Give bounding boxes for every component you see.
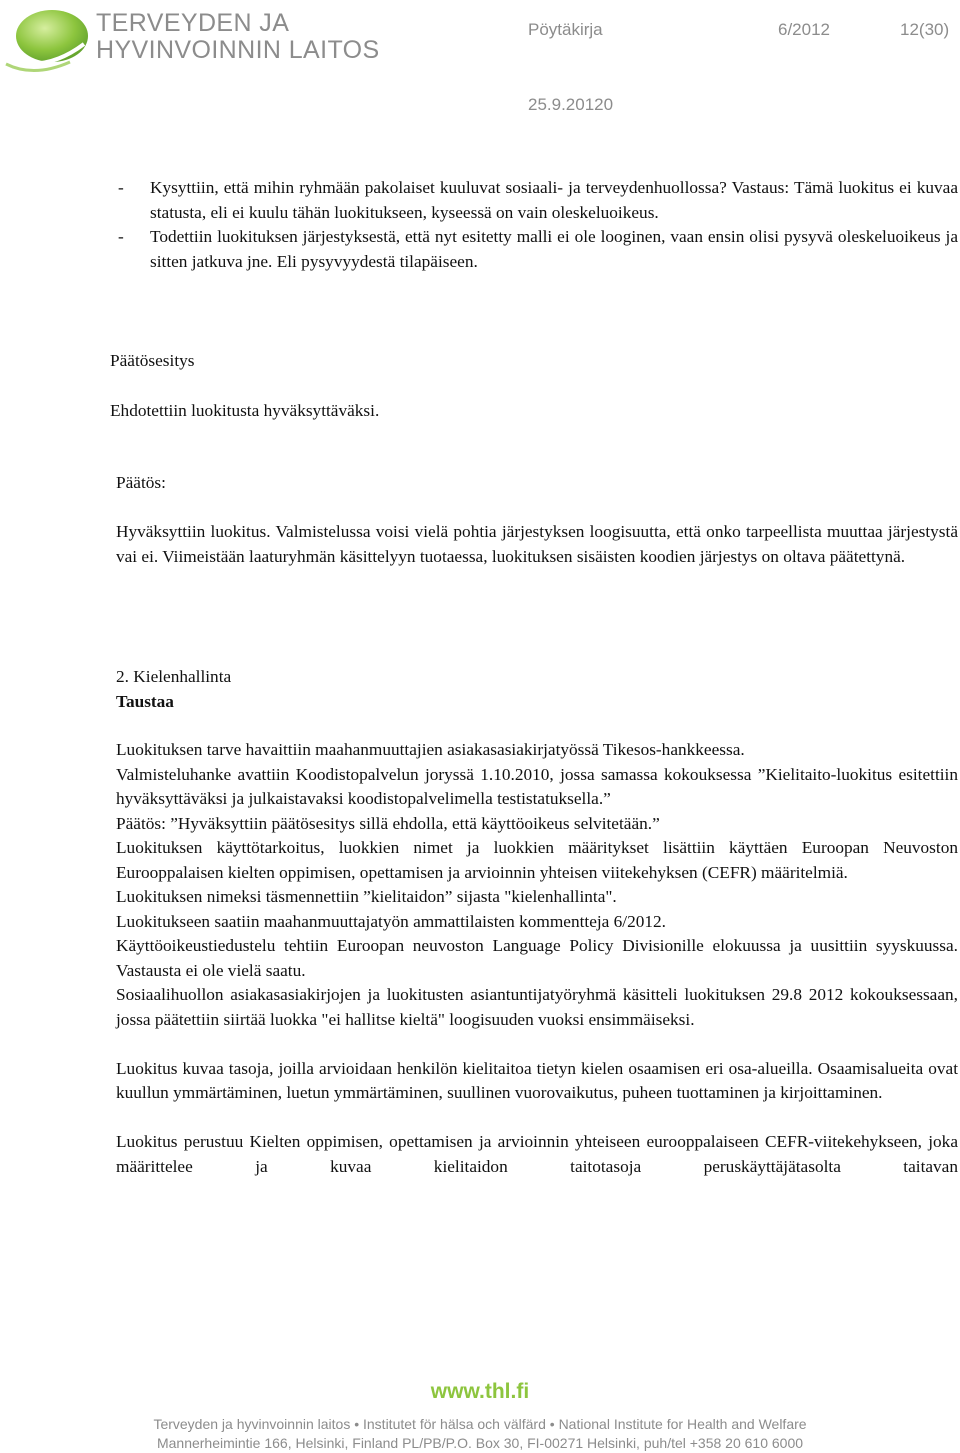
org-name-line2: HYVINVOINNIN LAITOS (96, 36, 380, 64)
decision-text: Hyväksyttiin luokitus. Valmistelussa voisi vielä pohtia järjestyksen loogisuutta, että onko tarpeellista muuttaa järjestystä vai ei. Viimeistään laaturyhmän käsittelyyn tuotaessa, luokituksen sisäisten koodien järjestys on oltava päätettynä. (116, 522, 958, 566)
proposal-text: Ehdotettiin luokitusta hyväksyttäväksi. (110, 401, 380, 420)
bullet-list (118, 176, 958, 274)
footer-url: www.thl.fi (430, 1380, 530, 1403)
bullet-item: - Todettiin luokituksen järjestyksestä, että nyt esitetty malli ei ole looginen, vaan ensin olisi pysyvä oleskeluoikeus ja sitten jatkuva jne. Eli pysyvyydestä tilapäiseen. (118, 225, 958, 274)
page-number: 12(30) (900, 20, 950, 39)
footer-line1: Terveyden ja hyvinvoinnin laitos • Institutet för hälsa och välfärd • National Institute for Health and Welfare (153, 1416, 807, 1432)
bullet-text: Todettiin luokituksen järjestyksestä, että nyt esitetty malli ei ole looginen, vaan ensin olisi pysyvä oleskeluoikeus ja sitten jatkuva jne. Eli pysyvyydestä tilapäiseen. (150, 227, 958, 271)
bullet-text: Kysyttiin, että mihin ryhmään pakolaiset kuuluvat sosiaali- ja terveydenhuollossa? Vastaus: Tämä luokitus ei kuvaa statusta, eli ei kuulu tähän luokitukseen, kyseessä on vain oleskeluoikeus. (150, 178, 958, 222)
paragraph: Luokituksen tarve havaittiin maahanmuuttajien asiakasasiakirjatyössä Tikesos-hankkeessa. (116, 740, 745, 759)
section-subtitle: Taustaa (116, 692, 174, 711)
section-body (116, 738, 958, 1179)
footer-line2: Mannerheimintie 166, Helsinki, Finland PL/PB/P.O. Box 30, FI-00271 Helsinki, puh/tel +358 20 610 6000 (156, 1435, 804, 1451)
paragraph: Päätös: ”Hyväksyttiin päätösesitys sillä ehdolla, että käyttöoikeus selvitetään.” (116, 813, 660, 833)
org-name (96, 10, 380, 64)
bullet-item: - Kysyttiin, että mihin ryhmään pakolaiset kuuluvat sosiaali- ja terveydenhuollossa? Vastaus: Tämä luokitus ei kuvaa statusta, eli ei kuulu tähän luokitukseen, kyseessä on vain oleskeluoikeus. (118, 176, 958, 225)
proposal-heading: Päätösesitys (110, 351, 195, 370)
paragraph: Luokitus kuvaa tasoja, joilla arvioidaan henkilön kielitaitoa tietyn kielen osaamisen eri osa-alueilla. Osaamisalueita ovat kuullun ymmärtäminen, luetun ymmärtäminen, suullinen vuorovaikutus, puheen tuottaminen ja kirjoittaminen. (116, 1058, 958, 1102)
paragraph: Luokituksen käyttötarkoitus, luokkien nimet ja luokkien määritykset lisättiin käyttäen Euroopan Neuvoston Eurooppalaisen kielten oppimisen, opettamisen ja arvioinnin yhteisen viitekehyksen (CEFR) määritelmiä. (116, 838, 958, 882)
doc-date: 25.9.20120 (528, 95, 614, 114)
paragraph: Luokitukseen saatiin maahanmuuttajatyön ammattilaisten kommentteja 6/2012. (116, 911, 666, 931)
paragraph: Luokitus perustuu Kielten oppimisen, opettamisen ja arvioinnin yhteiseen eurooppalaiseen CEFR-viitekehykseen, joka määrittelee ja kuvaa kielitaidon taitotasoja peruskäyttäjätasolta taitavan (116, 1132, 958, 1176)
paragraph: Käyttöoikeustiedustelu tehtiin Euroopan neuvoston Language Policy Divisionille elokuussa ja uusittiin syyskuussa. Vastausta ei ole vielä saatu. (116, 936, 958, 980)
decision-heading: Päätös: (116, 473, 166, 492)
paragraph: Luokituksen nimeksi täsmennettiin ”kielitaidon” sijasta "kielenhallinta". (116, 887, 617, 906)
doc-number: 6/2012 (778, 20, 830, 39)
section-title: 2. Kielenhallinta (116, 667, 232, 686)
paragraph: Valmisteluhanke avattiin Koodistopalvelun joryssä 1.10.2010, jossa samassa kokouksessa ”Kielitaito-luokitus esitettiin hyväksyttäväksi ja julkaistavaksi koodistopalvelimella testistatuksella.” (116, 764, 958, 808)
paragraph: Sosiaalihuollon asiakasasiakirjojen ja luokitusten asiantuntijatyöryhmä käsitteli luokituksen 29.8 2012 kokouksessaan, jossa päätettiin siirtää luokka "ei hallitse kieltä" loogisuuden vuoksi ensimmäiseksi. (116, 985, 958, 1029)
doc-type: Pöytäkirja (528, 20, 603, 39)
org-name-line1: TERVEYDEN JA (96, 9, 290, 37)
